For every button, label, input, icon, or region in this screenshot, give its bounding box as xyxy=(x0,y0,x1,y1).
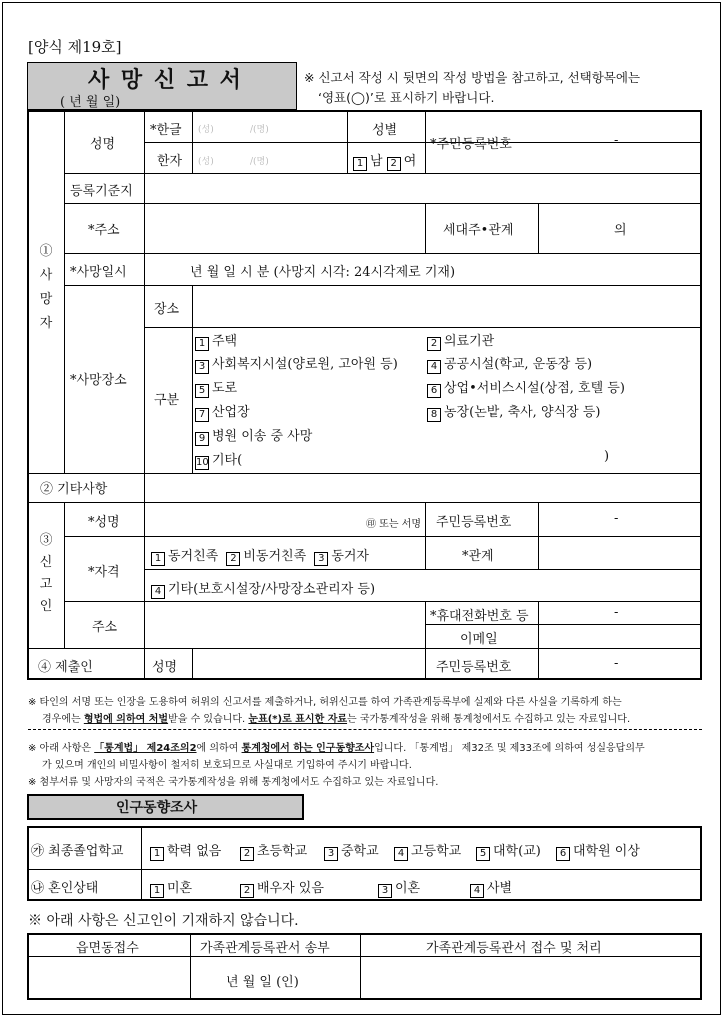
place-label-3: 사회복지시설(양로원, 고아원 등) xyxy=(212,357,398,372)
office-col-2: 가족관계등록관서 송부 xyxy=(200,941,330,956)
section-reporter: ③ 신 고 인 xyxy=(39,533,53,614)
place-label-5: 도로 xyxy=(212,381,238,396)
place-checkbox-7[interactable]: 7 xyxy=(195,408,209,422)
education-checkbox-6[interactable]: 6 xyxy=(556,847,570,861)
place-checkbox-8[interactable]: 8 xyxy=(427,408,441,422)
place-label-2: 의료기관 xyxy=(444,334,495,349)
label-hangul: *한글 xyxy=(150,123,182,138)
education-checkbox-2[interactable]: 2 xyxy=(240,847,254,861)
section-deceased: ① 사 망 자 xyxy=(39,244,53,331)
place-option-4[interactable] xyxy=(427,353,592,374)
death-time-value[interactable]: 년 월 일 시 분 (사망지 시각: 24시각제로 기재) xyxy=(190,265,456,280)
place-option-2[interactable] xyxy=(427,330,494,351)
female-label: 여 xyxy=(403,154,417,169)
label-householder: 세대주•관계 xyxy=(443,223,514,238)
label-rrn: *주민등록번호 xyxy=(430,137,512,152)
label-education: ㉮ 최종졸업학교 xyxy=(31,844,124,859)
marital-label-1: 미혼 xyxy=(167,881,193,896)
label-category: 구분 xyxy=(154,393,180,408)
place-option-3[interactable] xyxy=(195,353,398,374)
education-option-3[interactable] xyxy=(324,840,379,861)
phone-dash[interactable]: - xyxy=(614,605,619,620)
checkbox-female[interactable]: 2 xyxy=(387,157,401,171)
place-option-1[interactable] xyxy=(195,330,237,351)
education-option-6[interactable] xyxy=(556,840,640,861)
label-phone: *휴대전화번호 등 xyxy=(430,609,529,624)
male-label: 남 xyxy=(370,154,383,169)
warning-line-5: ※ 첨부서류 및 사망자의 국적은 국가통계작성을 위해 통계청에서도 수집하고 있는 자료입니다. xyxy=(28,777,439,788)
form-title: 사 망 신 고 서 xyxy=(88,67,243,93)
seal-or-sign: ㊞ 또는 서명 xyxy=(366,519,421,530)
education-checkbox-5[interactable]: 5 xyxy=(476,847,490,861)
education-option-5[interactable] xyxy=(476,840,541,861)
form-number: [양식 제19호] xyxy=(28,38,122,56)
office-note: ※ 아래 사항은 신고인이 기재하지 않습니다. xyxy=(28,913,299,929)
place-option-6[interactable] xyxy=(427,377,625,398)
label-address: *주소 xyxy=(88,223,120,238)
education-label-5: 대학(교) xyxy=(493,844,541,859)
q-cohabitant[interactable]: 동거자 xyxy=(331,549,369,564)
marital-option-3[interactable] xyxy=(378,877,420,898)
education-label-4: 고등학교 xyxy=(411,844,462,859)
marital-label-4: 사별 xyxy=(487,881,513,896)
place-label-6: 상업•서비스시설(상점, 호텔 등) xyxy=(444,381,625,396)
office-date: 년 월 일 (인) xyxy=(226,975,299,990)
qualification-other[interactable]: 4 기타(보호시설장/사망장소관리자 등) xyxy=(151,578,375,599)
survey-table xyxy=(27,826,702,901)
education-label-3: 중학교 xyxy=(341,844,379,859)
label-hanja: 한자 xyxy=(157,154,183,169)
office-col-1: 읍면동접수 xyxy=(76,941,139,956)
marital-checkbox-2[interactable]: 2 xyxy=(240,884,254,898)
place-label-9: 병원 이송 중 사망 xyxy=(212,429,313,444)
warning-line-2: 경우에는 형법에 의하여 처벌받을 수 있습니다. 눈표(*)로 표시한 자료는 국가통계작성을 위해 통계청에서도 수집하고 있는 자료입니다. xyxy=(42,714,631,725)
label-submitter-rrn: 주민등록번호 xyxy=(436,660,512,675)
survey-title: 인구동향조사 xyxy=(116,800,198,816)
hangul-given-placeholder[interactable]: /(명) xyxy=(250,125,269,135)
marital-label-2: 배우자 있음 xyxy=(257,881,324,896)
rrn-dash[interactable]: - xyxy=(614,133,619,148)
label-submitter-name: 성명 xyxy=(152,660,178,675)
q-noncohabiting-relative[interactable]: 비동거친족 xyxy=(243,549,307,564)
place-checkbox-4[interactable]: 4 xyxy=(427,360,441,374)
education-option-2[interactable] xyxy=(240,840,307,861)
place-checkbox-2[interactable]: 2 xyxy=(427,337,441,351)
place-option-9[interactable] xyxy=(195,425,312,446)
place-checkbox-6[interactable]: 6 xyxy=(427,384,441,398)
sex-options[interactable] xyxy=(353,150,416,171)
place-option-5[interactable] xyxy=(195,377,237,398)
checkbox-male[interactable]: 1 xyxy=(353,157,367,171)
qualification-options[interactable]: 1 동거친족 2 비동거친족 3 동거자 xyxy=(151,545,369,566)
label-other-matters: ② 기타사항 xyxy=(40,482,108,497)
education-label-6: 대학원 이상 xyxy=(573,844,640,859)
label-sex: 성별 xyxy=(372,123,398,138)
place-option-7[interactable] xyxy=(195,401,250,422)
place-label-10: 기타( xyxy=(212,453,243,468)
label-place: 장소 xyxy=(154,302,180,317)
hanja-surname-placeholder[interactable]: (성) xyxy=(198,157,214,167)
label-reporter-rrn: 주민등록번호 xyxy=(436,515,512,530)
place-option-10[interactable] xyxy=(195,449,242,470)
place-option-8[interactable] xyxy=(427,401,600,422)
place-label-4: 공공시설(학교, 운동장 등) xyxy=(444,357,593,372)
education-option-4[interactable] xyxy=(394,840,461,861)
place-checkbox-1[interactable]: 1 xyxy=(195,337,209,351)
marital-label-3: 이혼 xyxy=(395,881,421,896)
education-label-1: 학력 없음 xyxy=(167,844,222,859)
place-checkbox-5[interactable]: 5 xyxy=(195,384,209,398)
education-checkbox-4[interactable]: 4 xyxy=(394,847,408,861)
label-name: 성명 xyxy=(90,137,116,152)
label-marital: ㉯ 혼인상태 xyxy=(31,881,99,896)
label-qualification: *자격 xyxy=(88,565,120,580)
education-label-2: 초등학교 xyxy=(257,844,308,859)
label-death-time: *사망일시 xyxy=(70,265,127,280)
place-label-7: 산업장 xyxy=(212,405,250,420)
hanja-given-placeholder[interactable]: /(명) xyxy=(250,157,269,167)
other-close-paren: ) xyxy=(604,449,610,464)
label-death-place: *사망장소 xyxy=(70,373,127,388)
reporter-rrn-dash[interactable]: - xyxy=(614,511,619,526)
education-option-1[interactable] xyxy=(150,840,221,861)
marital-option-1[interactable] xyxy=(150,877,192,898)
place-checkbox-10[interactable]: 10 xyxy=(196,457,209,468)
place-label-1: 주택 xyxy=(212,334,238,349)
marital-checkbox-1[interactable]: 1 xyxy=(150,884,164,898)
office-col-3: 가족관계등록관서 접수 및 처리 xyxy=(426,941,602,956)
q-other[interactable]: 기타(보호시설장/사망장소관리자 등) xyxy=(168,582,376,597)
label-email: 이메일 xyxy=(460,632,498,647)
label-reporter-name: *성명 xyxy=(88,515,120,530)
marital-checkbox-3[interactable]: 3 xyxy=(378,884,392,898)
marital-option-4[interactable] xyxy=(470,877,512,898)
education-checkbox-1[interactable]: 1 xyxy=(150,847,164,861)
warning-line-1: ※ 타인의 서명 또는 인장을 도용하여 허위의 신고서를 제출하거나, 허위신고를 하여 가족관계등록부에 실제와 다른 사실을 기록하게 하는 xyxy=(28,697,622,708)
label-reporter-address: 주소 xyxy=(92,620,118,635)
label-registration-base: 등록기준지 xyxy=(70,184,133,199)
warning-line-3: ※ 아래 사항은 「통계법」 제24조의2에 의하여 통계청에서 하는 인구동향조사입니다. 「통계법」 제32조 및 제33조에 의하여 성실응답의무 xyxy=(28,743,645,754)
marital-checkbox-4[interactable]: 4 xyxy=(470,884,484,898)
q-cohabiting-relative[interactable]: 동거친족 xyxy=(168,549,219,564)
education-checkbox-3[interactable]: 3 xyxy=(324,847,338,861)
notice-line-2: ‘영표(◯)’로 표시하기 바랍니다. xyxy=(318,90,495,105)
warning-line-4: 가 있으며 개인의 비밀사항이 철저히 보호되므로 사실대로 기입하여 주시기 바랍니다. xyxy=(42,760,412,771)
section-submitter: ④ 제출인 xyxy=(38,660,93,675)
notice-line-1: ※ 신고서 작성 시 뒷면의 작성 방법을 참고하고, 선택항목에는 xyxy=(304,70,641,85)
place-checkbox-9[interactable]: 9 xyxy=(195,432,209,446)
place-label-8: 농장(논밭, 축사, 양식장 등) xyxy=(444,405,601,420)
place-checkbox-3[interactable]: 3 xyxy=(195,360,209,374)
report-date: ( 년 월 일) xyxy=(60,95,121,110)
hangul-surname-placeholder[interactable]: (성) xyxy=(198,125,214,135)
submitter-rrn-dash[interactable]: - xyxy=(614,656,619,671)
householder-value[interactable]: 의 xyxy=(614,223,627,238)
label-relation: *관계 xyxy=(462,549,494,564)
marital-option-2[interactable] xyxy=(240,877,324,898)
